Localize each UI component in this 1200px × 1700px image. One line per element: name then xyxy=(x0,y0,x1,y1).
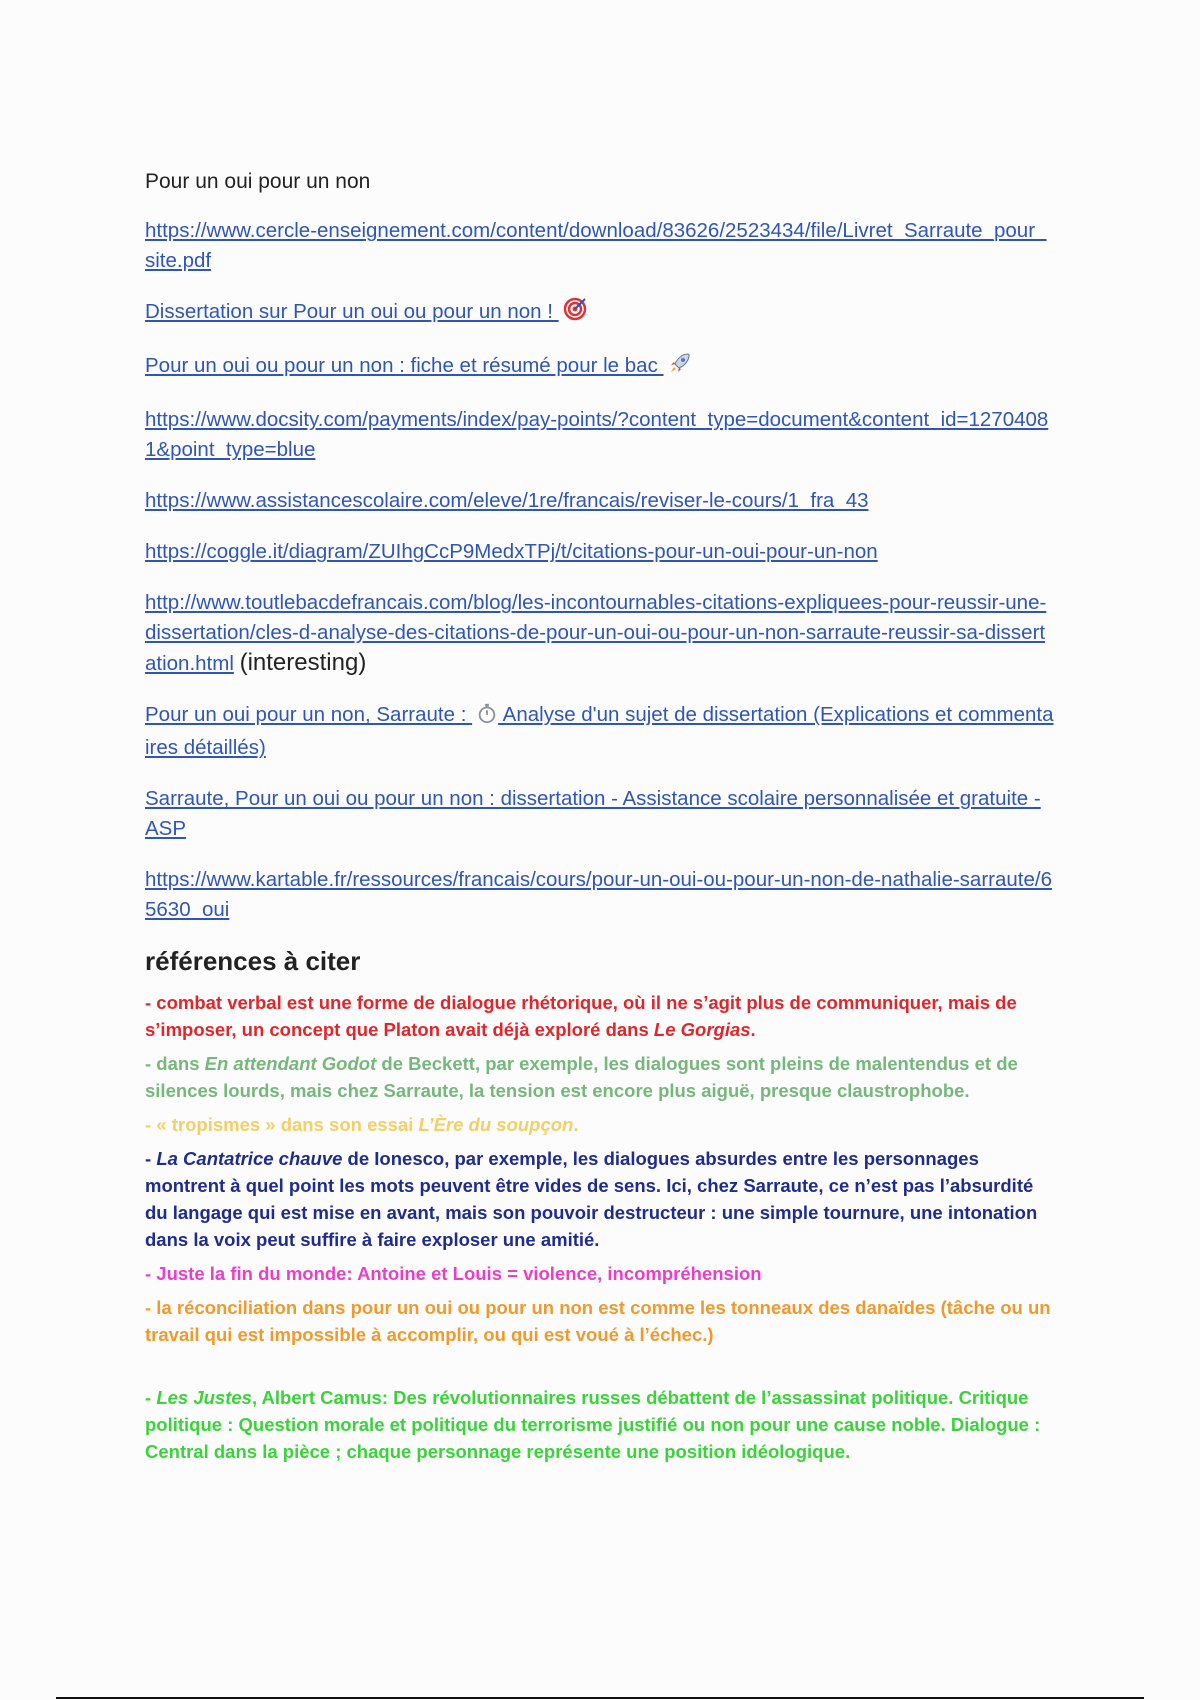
ref-work-title: La Cantatrice chauve xyxy=(156,1148,343,1170)
ref-work-title: L’Ère du soupçon xyxy=(418,1114,574,1136)
ref-text: , Albert Camus: Des révolutionnaires russes débattent de l’assassinat politique. Critique politique : Question morale et politique du terrorisme justifié ou non pour une cause noble. Dialogue : Central dans la pièce ; chaque personnage représente une position idéologique. xyxy=(145,1387,1041,1463)
reference-item xyxy=(145,1384,1055,1465)
link-item xyxy=(145,216,1055,276)
ref-work-title: Les Justes xyxy=(156,1387,252,1409)
link-item xyxy=(145,297,1055,330)
references-list xyxy=(145,989,1055,1465)
ref-text: - xyxy=(145,1148,157,1170)
stopwatch-icon xyxy=(476,702,498,733)
link-kartable[interactable]: https://www.kartable.fr/ressources/francais/cours/pour-un-oui-ou-pour-un-non-de-nathalie-sarraute/65630_oui xyxy=(145,868,1052,922)
link-toutlebacdefrancais[interactable]: http://www.toutlebacdefrancais.com/blog/les-incontournables-citations-expliquees-pour-reussir-une-dissertation/cles-d-analyse-des-citations-de-pour-un-oui-ou-pour-un-non-sarraute-reussir-sa-dissertation.html xyxy=(145,591,1047,676)
ref-text: - dans xyxy=(145,1053,205,1075)
link-label: Analyse d'un sujet de dissertation (Explications et commentaires détaillés) xyxy=(145,703,1054,760)
page-bottom-rule xyxy=(56,1697,1144,1699)
reference-item xyxy=(145,1294,1055,1348)
reference-item xyxy=(145,1050,1055,1104)
document-title: Pour un oui pour un non xyxy=(145,170,371,193)
ref-text: - la réconciliation dans pour un oui ou pour un non est comme les tonneaux des danaïdes (tâche ou un travail qui est impossible à accomplir, ou qui est voué à l’échec.) xyxy=(145,1297,1051,1346)
link-cercle-enseignement[interactable]: https://www.cercle-enseignement.com/content/download/83626/2523434/file/Livret_Sarraute_pour_site.pdf xyxy=(145,219,1047,273)
ref-text: - xyxy=(145,1387,157,1409)
link-docsity[interactable]: https://www.docsity.com/payments/index/pay-points/?content_type=document&content_id=12704081&point_type=blue xyxy=(145,408,1049,462)
link-item xyxy=(145,588,1055,679)
rocket-icon xyxy=(668,351,692,384)
document-page xyxy=(145,167,1055,1472)
link-fiche-resume[interactable] xyxy=(145,354,692,377)
ref-work-title: Le Gorgias xyxy=(653,1019,751,1041)
ref-work-title: En attendant Godot xyxy=(204,1053,377,1075)
link-item xyxy=(145,537,1055,567)
link-item xyxy=(145,784,1055,844)
ref-text: - Juste la fin du monde: Antoine et Louis = violence, incompréhension xyxy=(145,1263,762,1285)
section-heading: références à citer xyxy=(145,946,361,977)
link-analyse-sujet[interactable] xyxy=(145,703,1054,759)
link-label: Pour un oui pour un non, Sarraute : xyxy=(145,703,473,727)
ref-text: - combat verbal est une forme de dialogue rhétorique, où il ne s’agit plus de communiquer, mais de s’imposer, un concept que Platon avait déjà exploré dans xyxy=(145,992,1017,1041)
link-item xyxy=(145,351,1055,384)
reference-item xyxy=(145,1260,1055,1287)
ref-text: de Ionesco, par exemple, les dialogues absurdes entre les personnages montrent à quel point les mots peuvent être vides de sens. Ici, chez Sarraute, ce n’est pas l’absurdité du langage qui est mise en avant, mais son pouvoir destructeur : une simple tournure, une intonation dans la voix peut suffire à faire exploser une amitié. xyxy=(145,1148,1038,1251)
reference-item xyxy=(145,1111,1055,1138)
ref-text: . xyxy=(573,1114,579,1136)
reference-item xyxy=(145,989,1055,1043)
ref-text: de Beckett, par exemple, les dialogues sont pleins de malentendus et de silences lourds, mais chez Sarraute, la tension est encore plus aiguë, presque claustrophobe. xyxy=(145,1053,1018,1102)
link-note: (interesting) xyxy=(239,649,367,677)
link-item xyxy=(145,865,1055,925)
link-coggle[interactable]: https://coggle.it/diagram/ZUIhgCcP9MedxTPj/t/citations-pour-un-oui-pour-un-non xyxy=(145,540,878,564)
ref-text: . xyxy=(750,1019,756,1041)
ref-text: - « tropismes » dans son essai xyxy=(145,1114,419,1136)
link-dissertation[interactable] xyxy=(145,300,587,323)
link-asp-dissertation[interactable]: Sarraute, Pour un oui ou pour un non : dissertation - Assistance scolaire personnalisée et gratuite - ASP xyxy=(145,787,1041,841)
link-item xyxy=(145,486,1055,516)
link-assistancescolaire-cours[interactable]: https://www.assistancescolaire.com/eleve/1re/francais/reviser-le-cours/1_fra_43 xyxy=(145,489,869,513)
target-icon xyxy=(563,297,587,330)
reference-item xyxy=(145,1145,1055,1253)
link-item xyxy=(145,700,1055,763)
link-label: Pour un oui ou pour un non : fiche et résumé pour le bac xyxy=(145,354,664,378)
link-label: Dissertation sur Pour un oui ou pour un non ! xyxy=(145,300,559,324)
link-item xyxy=(145,405,1055,465)
